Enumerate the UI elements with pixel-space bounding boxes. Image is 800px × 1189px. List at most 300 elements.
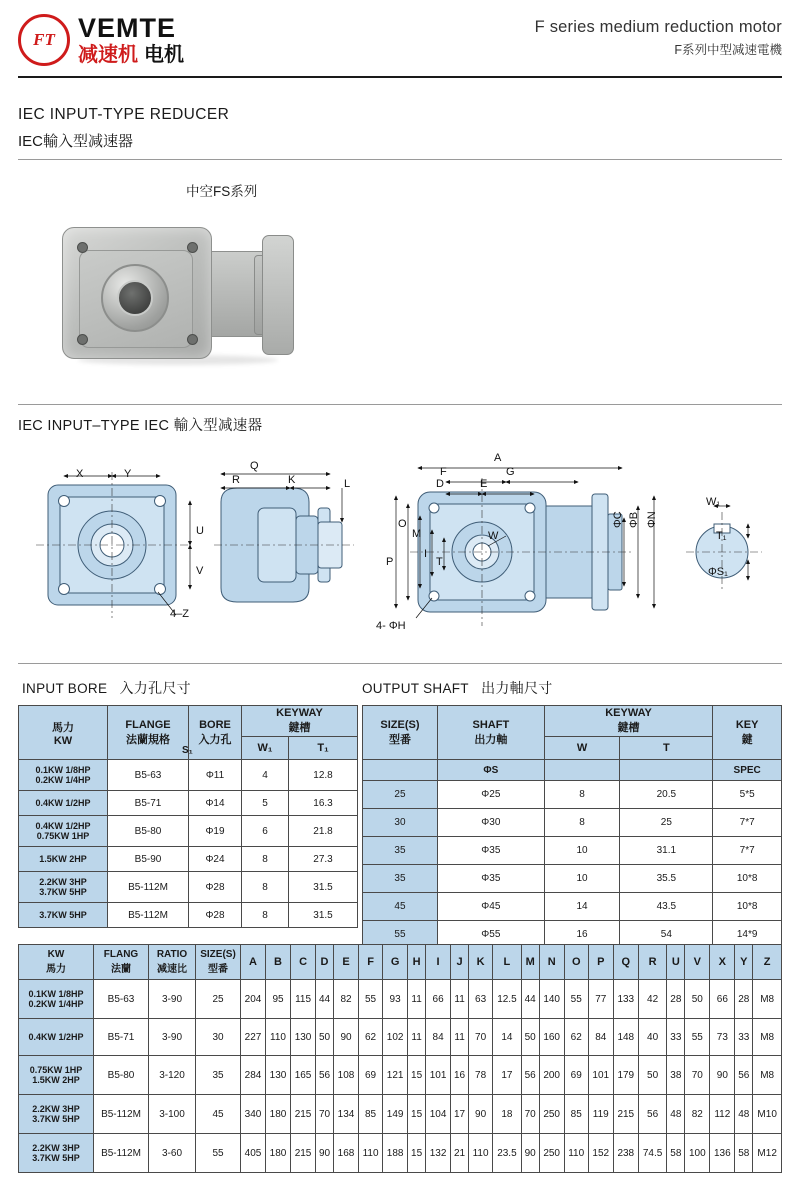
cell-O: 85 xyxy=(564,1095,588,1134)
cell-M: 50 xyxy=(521,1019,539,1056)
col-dim-Q: Q xyxy=(613,945,638,980)
cell-X: 73 xyxy=(710,1019,735,1056)
table-row xyxy=(363,781,782,809)
cell-V: 82 xyxy=(685,1095,710,1134)
cell-C: 115 xyxy=(291,980,316,1019)
col-flange xyxy=(94,945,149,980)
brand-logo xyxy=(18,14,184,66)
cell-s1: Φ24 xyxy=(189,847,242,872)
brand-name-cn-1: 减速机 xyxy=(78,43,138,66)
cell-kw-line1: 2.2KW 3HP xyxy=(32,1143,80,1153)
label-r: R xyxy=(232,474,240,486)
cell-D: 90 xyxy=(316,1134,334,1173)
label-phis1: ΦS₁ xyxy=(708,566,728,578)
cell-phis: Φ35 xyxy=(437,837,544,865)
col-w: W xyxy=(544,737,620,760)
cell-flange: B5-112M xyxy=(108,872,189,903)
cell-G: 93 xyxy=(383,980,408,1019)
col-key-cn: 鍵 xyxy=(741,733,753,746)
cell-t1: 21.8 xyxy=(289,816,358,847)
cell-A: 284 xyxy=(241,1056,266,1095)
brand-name-en: VEMTE xyxy=(78,12,177,43)
cell-X: 136 xyxy=(710,1134,735,1173)
header-title-en: F series medium reduction motor xyxy=(534,18,782,36)
output-shaft-title-en: OUTPUT SHAFT xyxy=(362,681,469,696)
label-o: O xyxy=(398,518,407,530)
drawing-assembly-view xyxy=(396,468,654,626)
label-w: W xyxy=(488,530,499,542)
output-shaft-title xyxy=(362,678,553,698)
cell-flange: B5-63 xyxy=(108,760,189,791)
cell-R: 56 xyxy=(638,1095,667,1134)
cell-flange: B5-71 xyxy=(108,791,189,816)
col-dim-G: G xyxy=(383,945,408,980)
gearbox-bolt xyxy=(187,242,198,253)
cell-w1: 5 xyxy=(242,791,289,816)
input-bore-tbody xyxy=(19,760,358,928)
cell-V: 70 xyxy=(685,1056,710,1095)
output-shaft-tbody xyxy=(363,781,782,949)
col-kw xyxy=(19,706,108,760)
cell-size: 45 xyxy=(363,893,438,921)
cell-V: 100 xyxy=(685,1134,710,1173)
cell-K: 110 xyxy=(469,1134,493,1173)
cell-kw-line1: 0.75KW 1HP xyxy=(29,1065,83,1075)
cell-size: 45 xyxy=(196,1095,241,1134)
input-bore-title-en: INPUT BORE xyxy=(22,681,108,696)
col-key-en: KEY xyxy=(735,718,759,731)
col-dim-F: F xyxy=(359,945,383,980)
cell-kw xyxy=(19,760,108,791)
gearbox-housing xyxy=(62,227,212,359)
cell-Q: 215 xyxy=(613,1095,638,1134)
label-phib: ΦB xyxy=(628,511,640,528)
drawing-front-view xyxy=(36,472,190,618)
cell-B: 130 xyxy=(266,1056,291,1095)
label-e: E xyxy=(480,478,488,490)
label-y: Y xyxy=(124,468,132,480)
cell-t: 54 xyxy=(620,921,713,949)
cell-spec: 10*8 xyxy=(713,865,782,893)
cell-t: 25 xyxy=(620,809,713,837)
cell-phis: Φ45 xyxy=(437,893,544,921)
cell-J: 17 xyxy=(451,1095,469,1134)
col-kw-en: KW xyxy=(53,734,73,747)
col-kw-cn: 馬力 xyxy=(52,721,74,734)
section1-title-cn: IEC輸入型减速器 xyxy=(18,133,134,150)
cell-A: 204 xyxy=(241,980,266,1019)
col-ratio-cn: 减速比 xyxy=(157,964,187,975)
col-ratio-en: RATIO xyxy=(156,949,188,960)
col-shaft xyxy=(437,706,544,760)
dimensions-tbody xyxy=(19,980,782,1173)
cell-size: 30 xyxy=(363,809,438,837)
cell-kw-line2: 1.5KW 2HP xyxy=(32,1075,80,1085)
table-row xyxy=(19,847,358,872)
cell-phis: Φ55 xyxy=(437,921,544,949)
cell-J: 21 xyxy=(451,1134,469,1173)
cell-E: 90 xyxy=(334,1019,359,1056)
cell-V: 55 xyxy=(685,1019,710,1056)
cell-t1: 27.3 xyxy=(289,847,358,872)
cell-P: 152 xyxy=(588,1134,613,1173)
col-size-en: SIZE(S) xyxy=(380,718,420,731)
section1-divider xyxy=(18,159,782,160)
cell-flange: B5-63 xyxy=(94,980,149,1019)
cell-flange: B5-80 xyxy=(108,816,189,847)
cell-w: 8 xyxy=(544,809,620,837)
cell-F: 62 xyxy=(359,1019,383,1056)
cell-size: 25 xyxy=(363,781,438,809)
cell-U: 28 xyxy=(667,980,685,1019)
col-keyway xyxy=(242,706,358,737)
cell-C: 215 xyxy=(291,1134,316,1173)
label-t1: T₁ xyxy=(716,530,727,542)
cell-kw xyxy=(19,1134,94,1173)
col-size-cn: 型番 xyxy=(388,733,411,746)
section2-title: IEC INPUT–TYPE IEC 輸入型减速器 xyxy=(18,418,263,434)
cell-A: 340 xyxy=(241,1095,266,1134)
gearbox-flange xyxy=(262,235,294,355)
cell-G: 121 xyxy=(383,1056,408,1095)
cell-phis: Φ30 xyxy=(437,809,544,837)
cell-R: 40 xyxy=(638,1019,667,1056)
cell-t: 31.1 xyxy=(620,837,713,865)
cell-w: 10 xyxy=(544,837,620,865)
table-row xyxy=(19,760,358,791)
cell-Q: 133 xyxy=(613,980,638,1019)
cell-Y: 33 xyxy=(735,1019,753,1056)
cell-kw xyxy=(19,1095,94,1134)
cell-P: 77 xyxy=(588,980,613,1019)
cell-G: 188 xyxy=(383,1134,408,1173)
table-row xyxy=(363,865,782,893)
cell-F: 85 xyxy=(359,1095,383,1134)
col-keyway-cn: 鍵槽 xyxy=(288,722,311,734)
col-dim-R: R xyxy=(638,945,667,980)
gearbox-bolt xyxy=(77,242,88,253)
cell-size: 35 xyxy=(363,837,438,865)
input-bore-title xyxy=(22,678,191,698)
cell-Q: 238 xyxy=(613,1134,638,1173)
cell-kw xyxy=(19,872,108,903)
col-size xyxy=(363,706,438,760)
col-s1: S₁ xyxy=(182,745,193,756)
cell-kw-line1: 0.1KW 1/8HP xyxy=(35,765,91,775)
cell-phis: Φ25 xyxy=(437,781,544,809)
cell-L: 18 xyxy=(493,1095,522,1134)
col-dim-V: V xyxy=(685,945,710,980)
cell-size: 25 xyxy=(196,980,241,1019)
cell-R: 42 xyxy=(638,980,667,1019)
cell-Y: 56 xyxy=(735,1056,753,1095)
col-flange-cn: 法蘭規格 xyxy=(126,733,170,746)
col-shaft-cn: 出力軸 xyxy=(474,733,508,746)
col-keyway-en: KEYWAY xyxy=(605,707,652,719)
cell-N: 200 xyxy=(539,1056,564,1095)
col-key xyxy=(713,706,782,760)
cell-B: 180 xyxy=(266,1095,291,1134)
label-4h: 4- ΦH xyxy=(376,620,406,632)
col-phis: ΦS xyxy=(437,760,544,781)
col-dim-J: J xyxy=(451,945,469,980)
table-row xyxy=(19,1019,782,1056)
cell-Y: 58 xyxy=(735,1134,753,1173)
cell-kw-line2: 3.7KW 5HP xyxy=(32,1153,80,1163)
cell-size: 35 xyxy=(196,1056,241,1095)
cell-ratio: 3-90 xyxy=(149,980,196,1019)
cell-H: 15 xyxy=(408,1134,426,1173)
cell-L: 12.5 xyxy=(493,980,522,1019)
cell-s1: Φ28 xyxy=(189,872,242,903)
table-row xyxy=(363,893,782,921)
label-w1: W₁ xyxy=(706,496,721,508)
col-dim-K: K xyxy=(469,945,493,980)
cell-F: 69 xyxy=(359,1056,383,1095)
cell-t1: 12.8 xyxy=(289,760,358,791)
cell-K: 70 xyxy=(469,1019,493,1056)
label-l: L xyxy=(344,478,351,490)
col-w1: W₁ xyxy=(242,737,289,760)
col-dim-P: P xyxy=(588,945,613,980)
table-header-row xyxy=(363,706,782,737)
cell-w1: 6 xyxy=(242,816,289,847)
cell-E: 168 xyxy=(334,1134,359,1173)
cell-I: 84 xyxy=(426,1019,451,1056)
cell-kw: 3.7KW 5HP xyxy=(19,903,108,928)
cell-M: 70 xyxy=(521,1095,539,1134)
col-dim-L: L xyxy=(493,945,522,980)
cell-I: 132 xyxy=(426,1134,451,1173)
cell-N: 160 xyxy=(539,1019,564,1056)
header-divider xyxy=(18,76,782,78)
cell-O: 55 xyxy=(564,980,588,1019)
cell-kw-line2: 3.7KW 5HP xyxy=(32,1114,80,1124)
cell-s1: Φ19 xyxy=(189,816,242,847)
header-title-cn: F系列中型减速電機 xyxy=(674,43,782,57)
cell-flange: B5-112M xyxy=(94,1134,149,1173)
dimensions-table xyxy=(18,944,782,1173)
cell-H: 15 xyxy=(408,1095,426,1134)
cell-M: 56 xyxy=(521,1056,539,1095)
cell-K: 78 xyxy=(469,1056,493,1095)
series-label: 中空FS系列 xyxy=(186,184,258,199)
table-row xyxy=(19,872,358,903)
cell-N: 250 xyxy=(539,1095,564,1134)
cell-flange: B5-90 xyxy=(108,847,189,872)
cell-w1: 8 xyxy=(242,872,289,903)
table-row xyxy=(363,837,782,865)
cell-O: 69 xyxy=(564,1056,588,1095)
cell-A: 227 xyxy=(241,1019,266,1056)
cell-Z: M8 xyxy=(753,1056,782,1095)
cell-X: 66 xyxy=(710,980,735,1019)
cell-X: 90 xyxy=(710,1056,735,1095)
cell-kw-line1: 0.4KW 1/2HP xyxy=(35,821,91,831)
cell-U: 58 xyxy=(667,1134,685,1173)
col-size-cn: 型番 xyxy=(208,964,228,975)
cell-G: 149 xyxy=(383,1095,408,1134)
cell-X: 112 xyxy=(710,1095,735,1134)
cell-flange: B5-80 xyxy=(94,1056,149,1095)
cell-t1: 16.3 xyxy=(289,791,358,816)
cell-Y: 28 xyxy=(735,980,753,1019)
dimensions-thead xyxy=(19,945,782,980)
brand-name-cn-2: 电机 xyxy=(144,43,184,66)
col-dim-M: M xyxy=(521,945,539,980)
cell-ratio: 3-100 xyxy=(149,1095,196,1134)
brand-text xyxy=(78,12,184,66)
cell-spec: 10*8 xyxy=(713,893,782,921)
cell-C: 130 xyxy=(291,1019,316,1056)
cell-K: 63 xyxy=(469,980,493,1019)
cell-U: 33 xyxy=(667,1019,685,1056)
cell-flange: B5-71 xyxy=(94,1019,149,1056)
gearbox-bolt xyxy=(187,334,198,345)
cell-E: 134 xyxy=(334,1095,359,1134)
cell-H: 11 xyxy=(408,980,426,1019)
cell-t: 43.5 xyxy=(620,893,713,921)
section2-divider-bottom xyxy=(18,663,782,664)
section2-divider-top xyxy=(18,404,782,405)
cell-spec: 5*5 xyxy=(713,781,782,809)
cell-U: 38 xyxy=(667,1056,685,1095)
col-shaft-en: SHAFT xyxy=(472,718,510,731)
cell-E: 82 xyxy=(334,980,359,1019)
label-a: A xyxy=(494,452,502,464)
cell-s1: Φ28 xyxy=(189,903,242,928)
gearbox-bolt xyxy=(77,334,88,345)
label-x: X xyxy=(76,468,84,480)
col-dim-X: X xyxy=(710,945,735,980)
cell-D: 50 xyxy=(316,1019,334,1056)
table-row xyxy=(19,791,358,816)
cell-w: 16 xyxy=(544,921,620,949)
gearbox-photo xyxy=(58,215,308,370)
cell-size: 55 xyxy=(196,1134,241,1173)
page-header xyxy=(0,0,800,78)
col-keyway-cn: 鍵槽 xyxy=(617,722,640,734)
col-dim-I: I xyxy=(426,945,451,980)
cell-C: 165 xyxy=(291,1056,316,1095)
cell-w1: 8 xyxy=(242,847,289,872)
cell-kw xyxy=(19,980,94,1019)
cell-H: 11 xyxy=(408,1019,426,1056)
output-shaft-thead xyxy=(363,706,782,781)
cell-ratio: 3-60 xyxy=(149,1134,196,1173)
cell-kw-line2: 0.2KW 1/4HP xyxy=(28,999,84,1009)
label-d: D xyxy=(436,478,444,490)
cell-t: 35.5 xyxy=(620,865,713,893)
col-dim-O: O xyxy=(564,945,588,980)
cell-D: 70 xyxy=(316,1095,334,1134)
cell-G: 102 xyxy=(383,1019,408,1056)
col-kw xyxy=(19,945,94,980)
cell-J: 16 xyxy=(451,1056,469,1095)
cell-t1: 31.5 xyxy=(289,872,358,903)
cell-Z: M12 xyxy=(753,1134,782,1173)
cell-s1: Φ14 xyxy=(189,791,242,816)
cell-N: 250 xyxy=(539,1134,564,1173)
label-t: T xyxy=(436,556,443,568)
cell-H: 15 xyxy=(408,1056,426,1095)
cell-K: 90 xyxy=(469,1095,493,1134)
col-dim-N: N xyxy=(539,945,564,980)
section-iec-input-reducer xyxy=(18,106,782,160)
table-row xyxy=(19,816,358,847)
col-t1: T₁ xyxy=(289,737,358,760)
col-kw-cn: 馬力 xyxy=(46,964,66,975)
cell-Q: 179 xyxy=(613,1056,638,1095)
cell-R: 74.5 xyxy=(638,1134,667,1173)
table-row xyxy=(363,809,782,837)
cell-I: 104 xyxy=(426,1095,451,1134)
cell-M: 90 xyxy=(521,1134,539,1173)
brand-name-cn xyxy=(78,44,184,66)
col-keyway-en: KEYWAY xyxy=(276,707,323,719)
cell-P: 101 xyxy=(588,1056,613,1095)
cell-kw: 0.4KW 1/2HP xyxy=(19,1019,94,1056)
output-shaft-table xyxy=(362,705,782,949)
col-ratio xyxy=(149,945,196,980)
cell-J: 11 xyxy=(451,1019,469,1056)
section1-title-en: IEC INPUT-TYPE REDUCER xyxy=(18,106,230,123)
table-row xyxy=(19,980,782,1019)
cell-kw: 1.5KW 2HP xyxy=(19,847,108,872)
label-phin: ΦN xyxy=(646,511,658,528)
cell-Y: 48 xyxy=(735,1095,753,1134)
col-flange-en: FLANG xyxy=(103,949,139,960)
col-bore-en: BORE xyxy=(199,718,231,731)
cell-A: 405 xyxy=(241,1134,266,1173)
cell-spec: 7*7 xyxy=(713,837,782,865)
table-header-row xyxy=(19,706,358,737)
table-row xyxy=(19,903,358,928)
table-row xyxy=(19,1095,782,1134)
cell-w: 8 xyxy=(544,781,620,809)
cell-B: 95 xyxy=(266,980,291,1019)
col-t: T xyxy=(620,737,713,760)
cell-L: 23.5 xyxy=(493,1134,522,1173)
col-flange xyxy=(108,706,189,760)
col-size xyxy=(196,945,241,980)
cell-I: 66 xyxy=(426,980,451,1019)
cell-spec: 7*7 xyxy=(713,809,782,837)
col-dim-E: E xyxy=(334,945,359,980)
cell-kw-line2: 3.7KW 5HP xyxy=(39,887,87,897)
label-4z: 4–Z xyxy=(170,608,189,620)
table-row xyxy=(19,1056,782,1095)
cell-s1: Φ11 xyxy=(189,760,242,791)
cell-P: 84 xyxy=(588,1019,613,1056)
cell-kw: 0.4KW 1/2HP xyxy=(19,791,108,816)
output-shaft-title-cn: 出力軸尺寸 xyxy=(481,680,553,696)
table-unit-row xyxy=(363,760,782,781)
cell-F: 55 xyxy=(359,980,383,1019)
input-bore-table xyxy=(18,705,358,928)
col-dim-A: A xyxy=(241,945,266,980)
cell-U: 48 xyxy=(667,1095,685,1134)
cell-D: 56 xyxy=(316,1056,334,1095)
cell-t1: 31.5 xyxy=(289,903,358,928)
col-dim-C: C xyxy=(291,945,316,980)
label-p: P xyxy=(386,556,394,568)
cell-O: 110 xyxy=(564,1134,588,1173)
label-phic: ΦC xyxy=(612,511,624,528)
cell-M: 44 xyxy=(521,980,539,1019)
cell-B: 110 xyxy=(266,1019,291,1056)
cell-size: 35 xyxy=(363,865,438,893)
